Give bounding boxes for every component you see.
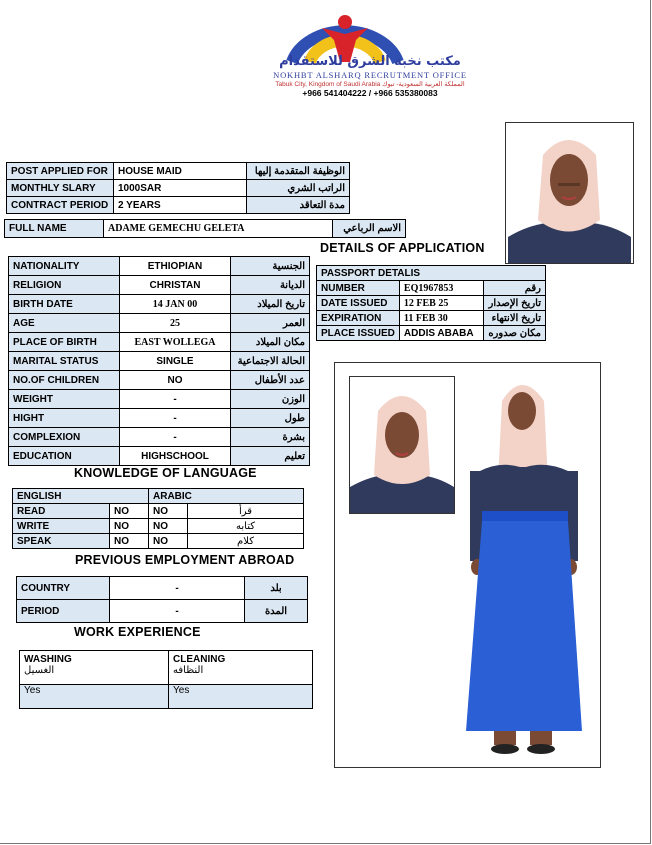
employment-table [16, 576, 308, 623]
personal-value: 25 [120, 314, 231, 333]
personal-label: COMPLEXION [9, 428, 120, 447]
personal-label-ar: بشرة [231, 428, 310, 447]
job-row [7, 180, 350, 197]
employment-label-ar: المدة [245, 600, 308, 623]
language-arabic-value: NO [149, 519, 188, 534]
passport-title: PASSPORT DETALIS [317, 266, 546, 281]
personal-row [9, 409, 310, 428]
employment-label-ar: بلد [245, 577, 308, 600]
passport-label: PLACE ISSUED [317, 326, 400, 341]
personal-value: - [120, 428, 231, 447]
small-portrait-figure [350, 377, 454, 513]
personal-value: - [120, 390, 231, 409]
personal-label-ar: تاريخ الميلاد [231, 295, 310, 314]
language-row [13, 504, 304, 519]
employment-value: - [110, 577, 245, 600]
job-label: POST APPLIED FOR [7, 163, 114, 180]
employment-label: PERIOD [17, 600, 110, 623]
personal-label-ar: عدد الأطفال [231, 371, 310, 390]
personal-label-ar: مكان الميلاد [231, 333, 310, 352]
personal-label: BIRTH DATE [9, 295, 120, 314]
language-row [13, 519, 304, 534]
passport-label: NUMBER [317, 281, 400, 296]
personal-row [9, 295, 310, 314]
personal-label: WEIGHT [9, 390, 120, 409]
personal-details-table [8, 256, 310, 466]
passport-label-ar: تاريخ الانتهاء [484, 311, 546, 326]
passport-label: DATE ISSUED [317, 296, 400, 311]
personal-label-ar: طول [231, 409, 310, 428]
passport-row [317, 281, 546, 296]
work-item-value: Yes [169, 685, 313, 709]
company-location: Tabuk City, Kingdom of Saudi Arabia المملكة العربية السعودية- تبوك [275, 81, 465, 88]
passport-label-ar: تاريخ الإصدار [484, 296, 546, 311]
passport-value: ADDIS ABABA [399, 326, 483, 341]
language-skill-label: READ [13, 504, 110, 519]
personal-label-ar: الجنسية [231, 257, 310, 276]
personal-row [9, 276, 310, 295]
personal-label: PLACE OF BIRTH [9, 333, 120, 352]
personal-value: ETHIOPIAN [120, 257, 231, 276]
job-label: MONTHLY SLARY [7, 180, 114, 197]
employment-value: - [110, 600, 245, 623]
language-english-value: NO [110, 504, 149, 519]
full-name-label-ar: الاسم الرباعي [333, 220, 406, 238]
personal-label-ar: العمر [231, 314, 310, 333]
passport-table [316, 265, 546, 341]
language-english-value: NO [110, 519, 149, 534]
personal-label: NATIONALITY [9, 257, 120, 276]
language-skill-label-ar: كتابه [188, 519, 304, 534]
work-item-cleaning [169, 651, 313, 685]
personal-row [9, 352, 310, 371]
work-item-label: CLEANING [173, 654, 226, 665]
job-label-ar: الوظيفة المتقدمة إليها [247, 163, 350, 180]
language-row [13, 534, 304, 549]
work-heading: WORK EXPERIENCE [74, 625, 201, 639]
job-label-ar: الراتب الشري [247, 180, 350, 197]
work-item-label-ar: النظافه [173, 665, 204, 676]
employment-row [17, 577, 308, 600]
personal-label-ar: الوزن [231, 390, 310, 409]
language-col-english: ENGLISH [13, 489, 149, 504]
job-label-ar: مدة التعاقد [247, 197, 350, 214]
personal-row [9, 314, 310, 333]
language-skill-label-ar: كلام [188, 534, 304, 549]
standing-figure [460, 371, 590, 763]
personal-label: AGE [9, 314, 120, 333]
personal-row [9, 390, 310, 409]
personal-label-ar: تعليم [231, 447, 310, 466]
passport-label: EXPIRATION [317, 311, 400, 326]
job-row [7, 163, 350, 180]
personal-value: CHRISTAN [120, 276, 231, 295]
personal-value: EAST WOLLEGA [120, 333, 231, 352]
personal-label: HIGHT [9, 409, 120, 428]
language-skill-label: SPEAK [13, 534, 110, 549]
job-value: HOUSE MAID [114, 163, 247, 180]
job-label: CONTRACT PERIOD [7, 197, 114, 214]
work-item-value: Yes [20, 685, 169, 709]
details-heading: DETAILS OF APPLICATION [320, 241, 485, 255]
full-name-label: FULL NAME [5, 220, 104, 238]
passport-row [317, 326, 546, 341]
personal-value: NO [120, 371, 231, 390]
work-item-label-ar: الغسيل [24, 665, 55, 676]
personal-row [9, 257, 310, 276]
full-name-table [4, 219, 406, 238]
passport-value: 12 FEB 25 [399, 296, 483, 311]
personal-row [9, 333, 310, 352]
company-name-en: NOKHBT ALSHARQ RECRUTMENT OFFICE [273, 70, 467, 80]
personal-row [9, 371, 310, 390]
personal-row [9, 428, 310, 447]
personal-row [9, 447, 310, 466]
employment-row [17, 600, 308, 623]
full-body-photo-panel [334, 362, 601, 768]
passport-label-ar: رقم [484, 281, 546, 296]
portrait-photo [505, 122, 634, 264]
work-item-washing [20, 651, 169, 685]
language-col-arabic: ARABIC [149, 489, 304, 504]
personal-value: HIGHSCHOOL [120, 447, 231, 466]
personal-value: 14 JAN 00 [120, 295, 231, 314]
small-portrait-photo [349, 376, 455, 514]
passport-row [317, 311, 546, 326]
personal-label: EDUCATION [9, 447, 120, 466]
language-heading: KNOWLEDGE OF LANGUAGE [74, 466, 257, 480]
personal-value: SINGLE [120, 352, 231, 371]
personal-label-ar: الديانة [231, 276, 310, 295]
portrait-figure [508, 125, 631, 263]
language-arabic-value: NO [149, 504, 188, 519]
job-value: 1000SAR [114, 180, 247, 197]
language-skill-label: WRITE [13, 519, 110, 534]
language-english-value: NO [110, 534, 149, 549]
job-value: 2 YEARS [114, 197, 247, 214]
personal-label: MARITAL STATUS [9, 352, 120, 371]
employment-heading: PREVIOUS EMPLOYMENT ABROAD [75, 553, 295, 567]
company-name-ar: مكتب نخبة الشرق للاستقدام [279, 54, 461, 69]
language-arabic-value: NO [149, 534, 188, 549]
work-table [19, 650, 313, 709]
full-name-value: ADAME GEMECHU GELETA [104, 220, 333, 238]
work-item-label: WASHING [24, 654, 72, 665]
personal-label-ar: الحالة الاجتماعية [231, 352, 310, 371]
employment-label: COUNTRY [17, 577, 110, 600]
passport-label-ar: مكان صدوره [484, 326, 546, 341]
passport-value: EQ1967853 [399, 281, 483, 296]
personal-label: RELIGION [9, 276, 120, 295]
job-table [6, 162, 350, 214]
language-skill-label-ar: قرأ [188, 504, 304, 519]
passport-row [317, 296, 546, 311]
company-phones: +966 541404222 / +966 535380083 [302, 88, 438, 98]
job-row [7, 197, 350, 214]
personal-value: - [120, 409, 231, 428]
personal-label: NO.OF CHILDREN [9, 371, 120, 390]
passport-value: 11 FEB 30 [399, 311, 483, 326]
language-table [12, 488, 304, 549]
